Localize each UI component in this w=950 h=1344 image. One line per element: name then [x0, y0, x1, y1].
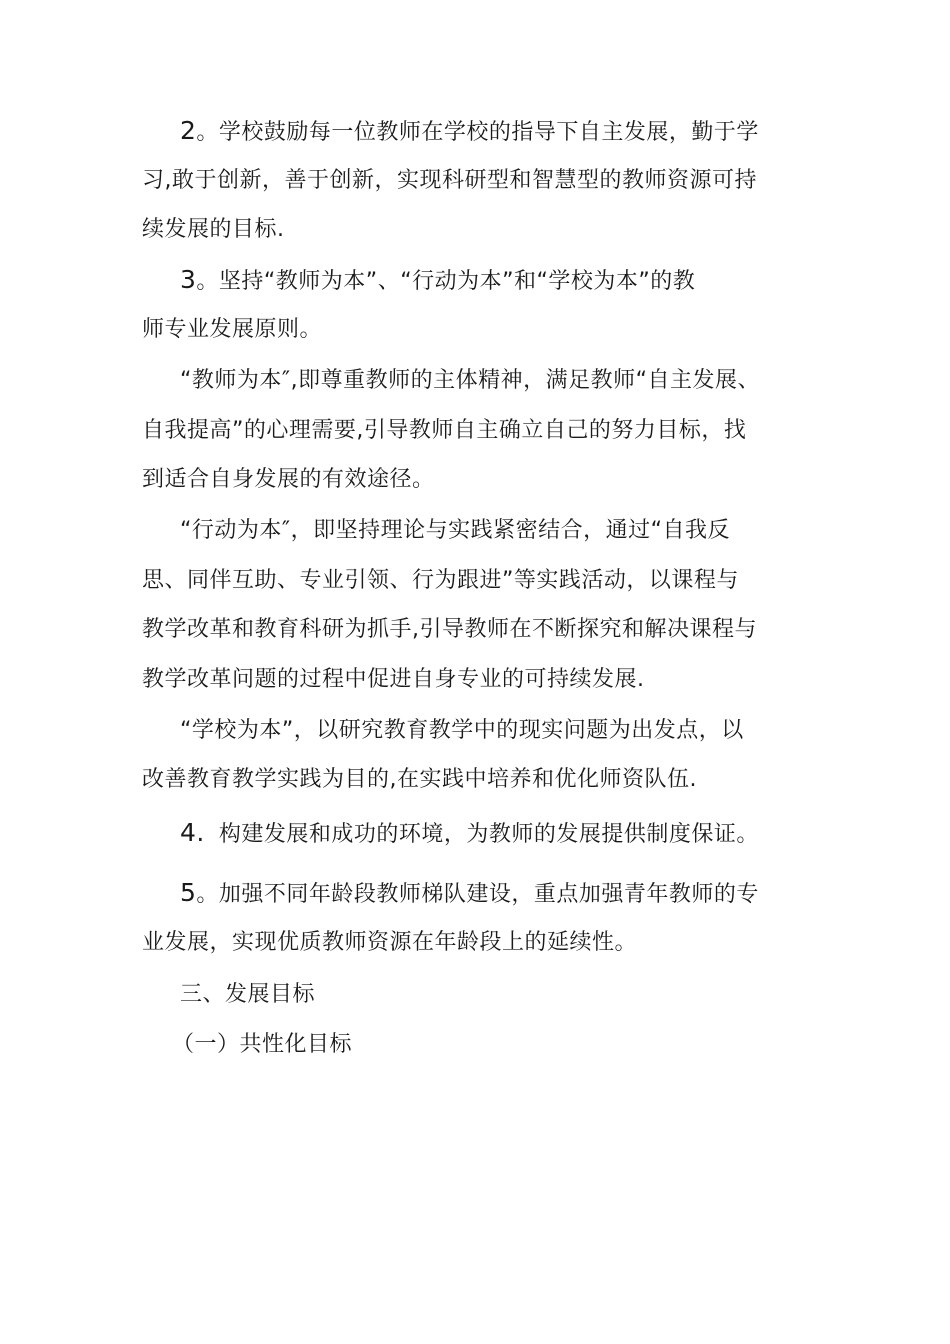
action-based-line-1: “行动为本″，即坚持理论与实践紧密结合，通过“自我反: [180, 518, 731, 543]
paragraph-5-line-1: [180, 878, 759, 910]
subsection-heading: （一）共性化目标: [172, 1032, 353, 1057]
action-based-line-3: 教学改革和教育科研为抓手,引导教师在不断探究和解决课程与: [142, 617, 757, 642]
paragraph-2-text: 。学校鼓励每一位教师在学校的指导下自主发展，勤于学: [196, 120, 759, 145]
paragraph-2-line-2: 习,敢于创新，善于创新，实现科研型和智慧型的教师资源可持: [142, 168, 757, 193]
school-based-line-2: 改善教育教学实践为目的,在实践中培养和优化师资队伍.: [142, 767, 697, 792]
paragraph-5-text: 。加强不同年龄段教师梯队建设，重点加强青年教师的专: [196, 882, 759, 907]
paragraph-4-number: 4.: [180, 818, 205, 847]
teacher-based-line-1: “教师为本″,即尊重教师的主体精神，满足教师“自主发展、: [180, 368, 761, 393]
teacher-based-line-3: 到适合自身发展的有效途径。: [142, 467, 435, 492]
school-based-line-1: “学校为本”，以研究教育教学中的现实问题为出发点，以: [180, 718, 744, 743]
paragraph-2-number: 2: [180, 116, 197, 145]
section-heading: 三、发展目标: [180, 982, 316, 1007]
action-based-line-2: 思、同伴互助、专业引领、行为跟进”等实践活动，以课程与: [142, 568, 739, 593]
paragraph-3-text: 。坚持“教师为本”、“行动为本”和“学校为本”的教: [196, 269, 696, 294]
paragraph-3-line-2: 师专业发展原则。: [142, 317, 323, 342]
paragraph-2-line-1: [180, 116, 759, 148]
paragraph-4-line-1: [180, 818, 759, 850]
paragraph-4-text: 构建发展和成功的环境，为教师的发展提供制度保证。: [218, 822, 759, 847]
paragraph-2-line-3: 续发展的目标.: [142, 217, 285, 242]
paragraph-5-line-2: 业发展，实现优质教师资源在年龄段上的延续性。: [142, 930, 638, 955]
teacher-based-line-2: 自我提高”的心理需要,引导教师自主确立自己的努力目标，找: [142, 418, 747, 443]
paragraph-5-number: 5: [180, 878, 197, 907]
paragraph-3-line-1: [180, 265, 695, 297]
action-based-line-4: 教学改革问题的过程中促进自身专业的可持续发展.: [142, 667, 645, 692]
paragraph-3-number: 3: [180, 265, 197, 294]
